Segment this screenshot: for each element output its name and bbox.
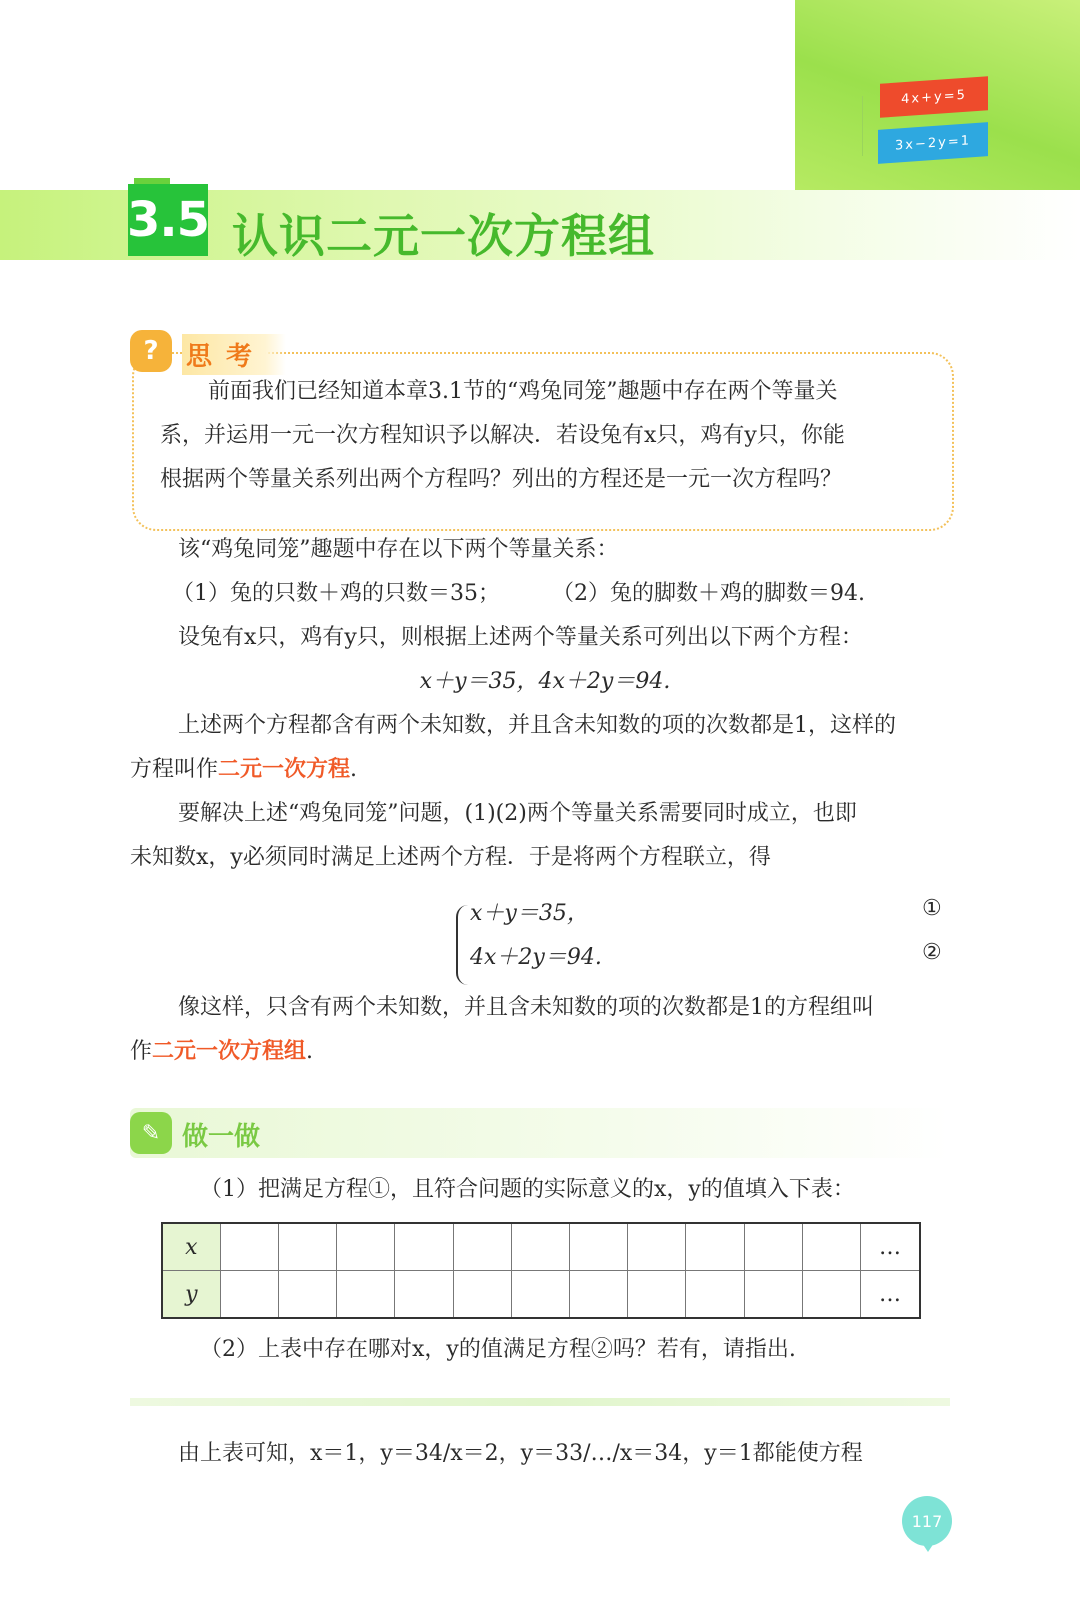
table-cell[interactable] [570, 1223, 628, 1271]
ribbon-line [862, 96, 863, 156]
paragraph-system-line1: 要解决上述“鸡兔同笼”问题，(1)(2)两个等量关系需要同时成立，也即 [178, 801, 857, 826]
table-cell[interactable] [395, 1271, 453, 1319]
table-cell[interactable] [337, 1271, 395, 1319]
table-cell[interactable] [220, 1223, 278, 1271]
table-row-x [162, 1223, 920, 1271]
definition-suffix: . [350, 757, 358, 782]
table-cell[interactable] [395, 1223, 453, 1271]
task-1: （1）把满足方程①，且符合问题的实际意义的x，y的值填入下表： [200, 1177, 855, 1202]
table-header-y: y [162, 1271, 220, 1319]
value-table [161, 1222, 921, 1319]
table-cell[interactable] [628, 1223, 686, 1271]
paragraph-system-definition-line2 [130, 1030, 960, 1074]
paragraph-definition-line1: 上述两个方程都含有两个未知数，并且含未知数的项的次数都是1，这样的 [178, 713, 896, 738]
think-text-line1: 前面我们已经知道本章3.1节的“鸡兔同笼”趣题中存在两个等量关 [208, 379, 838, 404]
table-cell[interactable] [220, 1271, 278, 1319]
table-ellipsis: … [861, 1223, 920, 1271]
do-it-label: 做一做 [182, 1122, 261, 1152]
think-label: 思考 [182, 334, 286, 375]
table-cell[interactable] [453, 1271, 511, 1319]
paragraph-relations-intro: 该“鸡兔同笼”趣题中存在以下两个等量关系： [178, 537, 619, 562]
table-cell[interactable] [686, 1271, 744, 1319]
lightbulb-icon: ? [130, 330, 172, 372]
table-cell[interactable] [453, 1223, 511, 1271]
equation-number-1: ① [922, 896, 942, 921]
relation-2: （2）兔的脚数＋鸡的脚数＝94. [552, 581, 865, 606]
equation-number-2: ② [922, 940, 942, 965]
table-cell[interactable] [337, 1223, 395, 1271]
relation-1: （1）兔的只数＋鸡的只数＝35； [172, 581, 500, 606]
table-cell[interactable] [802, 1223, 860, 1271]
task-2: （2）上表中存在哪对x，y的值满足方程②吗？若有，请指出. [200, 1337, 796, 1362]
table-cell[interactable] [744, 1271, 802, 1319]
equation-ribbon-blue: 3x−2y=1 [878, 122, 988, 164]
system-equation-2: 4x＋2y＝94. [470, 945, 602, 970]
paragraph-system-line2: 未知数x，y必须同时满足上述两个方程．于是将两个方程联立，得 [130, 845, 771, 870]
table-cell[interactable] [744, 1223, 802, 1271]
system-definition-suffix: . [306, 1039, 314, 1064]
table-row-y [162, 1271, 920, 1319]
paragraph-system-definition-line1: 像这样，只含有两个未知数，并且含未知数的项的次数都是1的方程组叫 [178, 995, 874, 1020]
table-cell[interactable] [570, 1271, 628, 1319]
pencil-icon: ✎ [130, 1112, 172, 1154]
paragraph-conclusion: 由上表可知，x＝1，y＝34/x＝2，y＝33/…/x＝34，y＝1都能使方程 [178, 1441, 863, 1466]
table-ellipsis: … [861, 1271, 920, 1319]
page-title: 认识二元一次方程组 [232, 209, 655, 263]
system-definition-prefix: 作 [130, 1039, 153, 1064]
table-cell[interactable] [628, 1271, 686, 1319]
table-cell[interactable] [686, 1223, 744, 1271]
paragraph-definition-line2 [130, 748, 960, 792]
definition-prefix: 方程叫作 [130, 757, 219, 782]
system-equation-1: x＋y＝35， [470, 901, 589, 926]
think-text-line3: 根据两个等量关系列出两个方程吗？列出的方程还是一元一次方程吗？ [160, 467, 843, 492]
table-header-x: x [162, 1223, 220, 1271]
equation-ribbon-red: 4x+y=5 [880, 76, 988, 118]
table-cell[interactable] [511, 1223, 569, 1271]
section-number: 3.5 [128, 184, 208, 256]
table-cell[interactable] [278, 1223, 336, 1271]
term-linear-equation-two-vars: 二元一次方程 [218, 757, 351, 782]
table-cell[interactable] [511, 1271, 569, 1319]
page-number: 117 [902, 1496, 952, 1546]
paragraph-set-variables: 设兔有x只，鸡有y只，则根据上述两个等量关系可列出以下两个方程： [178, 625, 863, 650]
term-linear-system-two-vars: 二元一次方程组 [152, 1039, 307, 1064]
equations-line: x＋y＝35，4x＋2y＝94. [419, 669, 671, 694]
think-text-line2: 系，并运用一元一次方程知识予以解决．若设兔有x只，鸡有y只，你能 [160, 423, 845, 448]
table-cell[interactable] [802, 1271, 860, 1319]
table-cell[interactable] [278, 1271, 336, 1319]
section-divider [130, 1398, 950, 1406]
